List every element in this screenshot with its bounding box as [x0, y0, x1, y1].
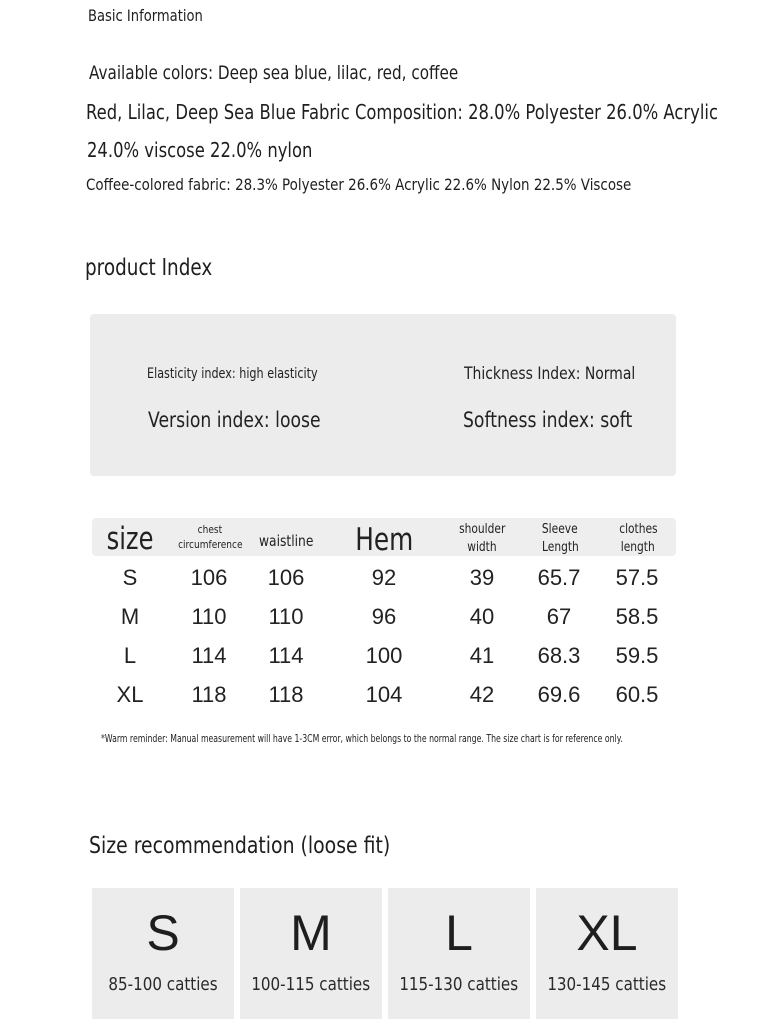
- header-length-line1: clothes: [618, 522, 658, 537]
- header-size-label: size: [106, 521, 154, 557]
- header-waist-label: waistline: [258, 532, 314, 550]
- cell-size: XL: [116, 682, 144, 707]
- fabric-composition-line-2: 24.0% viscose 22.0% nylon: [87, 138, 313, 162]
- cell-waist: 114: [268, 643, 304, 668]
- cell-shoulder: 42: [469, 682, 495, 707]
- measurement-reminder: *Warm reminder: Manual measurement will have 1-3CM error, which belongs to the normal range. The size chart is for reference only.: [101, 733, 623, 745]
- cell-size: L: [123, 643, 137, 668]
- header-shoulder-line1: shoulder: [458, 522, 506, 537]
- cell-hem: 92: [371, 565, 397, 590]
- cell-chest: 118: [191, 682, 227, 707]
- cell-waist: 106: [267, 565, 305, 590]
- recommendation-weight: [536, 974, 678, 995]
- recommendation-card-m: [240, 888, 382, 1019]
- cell-sleeve: 69.6: [537, 682, 581, 707]
- fabric-composition-line-1: Red, Lilac, Deep Sea Blue Fabric Composition: 28.0% Polyester 26.0% Acrylic: [86, 100, 718, 124]
- basic-info-title: Basic Information: [88, 6, 203, 25]
- product-index-title: product Index: [85, 255, 213, 281]
- coffee-fabric-composition: Coffee-colored fabric: 28.3% Polyester 26.6% Acrylic 22.6% Nylon 22.5% Viscose: [86, 175, 632, 194]
- recommendation-size: XL: [576, 905, 638, 961]
- cell-hem: 96: [371, 604, 397, 629]
- cell-length: 59.5: [615, 643, 659, 668]
- cell-shoulder: 40: [469, 604, 495, 629]
- version-index: Version index: loose: [148, 408, 321, 432]
- header-hem-label: Hem: [354, 522, 414, 558]
- header-sleeve: [520, 521, 600, 556]
- elasticity-index: Elasticity index: high elasticity: [147, 366, 318, 382]
- size-recommendation-title: Size recommendation (loose fit): [89, 833, 391, 859]
- recommendation-weight-text: 100-115 catties: [251, 974, 371, 995]
- cell-length: 58.5: [615, 604, 659, 629]
- header-sleeve-line1: Sleeve: [542, 522, 578, 537]
- cell-size: M: [120, 604, 140, 629]
- recommendation-card-s: [92, 888, 234, 1019]
- recommendation-card-xl: [536, 888, 678, 1019]
- recommendation-size: S: [146, 905, 180, 961]
- recommendation-weight: [92, 974, 234, 995]
- cell-sleeve: 65.7: [537, 565, 581, 590]
- recommendation-size: L: [445, 905, 473, 961]
- recommendation-weight-text: 85-100 catties: [108, 974, 218, 995]
- header-hem: [344, 523, 424, 557]
- header-chest-line1: chest: [197, 523, 223, 536]
- header-length: [598, 521, 678, 556]
- header-shoulder-line2: width: [467, 539, 497, 555]
- recommendation-card-l: [388, 888, 530, 1019]
- cell-chest: 114: [191, 643, 227, 668]
- header-chest: [165, 523, 255, 553]
- recommendation-weight: [388, 974, 530, 995]
- recommendation-size: M: [290, 905, 332, 961]
- cell-shoulder: 41: [469, 643, 495, 668]
- cell-sleeve: 67: [546, 604, 572, 629]
- softness-index: Softness index: soft: [463, 408, 633, 432]
- header-shoulder: [442, 521, 522, 556]
- header-size: [90, 522, 170, 556]
- available-colors-text: Available colors: Deep sea blue, lilac, red, coffee: [89, 62, 459, 84]
- cell-waist: 118: [268, 682, 304, 707]
- cell-hem: 104: [365, 682, 403, 707]
- cell-chest: 110: [191, 604, 227, 629]
- recommendation-weight: [240, 974, 382, 995]
- cell-length: 57.5: [615, 565, 659, 590]
- product-index-panel: [90, 314, 676, 476]
- cell-shoulder: 39: [469, 565, 495, 590]
- cell-sleeve: 68.3: [537, 643, 581, 668]
- recommendation-weight-text: 130-145 catties: [547, 974, 667, 995]
- header-sleeve-line2: Length: [541, 539, 579, 555]
- cell-waist: 110: [268, 604, 304, 629]
- header-chest-line2: circumference: [177, 537, 243, 551]
- recommendation-weight-text: 115-130 catties: [399, 974, 519, 995]
- cell-chest: 106: [190, 565, 228, 590]
- cell-length: 60.5: [615, 682, 659, 707]
- cell-hem: 100: [365, 643, 403, 668]
- header-length-line2: length: [621, 539, 655, 555]
- cell-size: S: [122, 565, 138, 590]
- header-waist: [246, 531, 326, 551]
- thickness-index: Thickness Index: Normal: [464, 364, 636, 384]
